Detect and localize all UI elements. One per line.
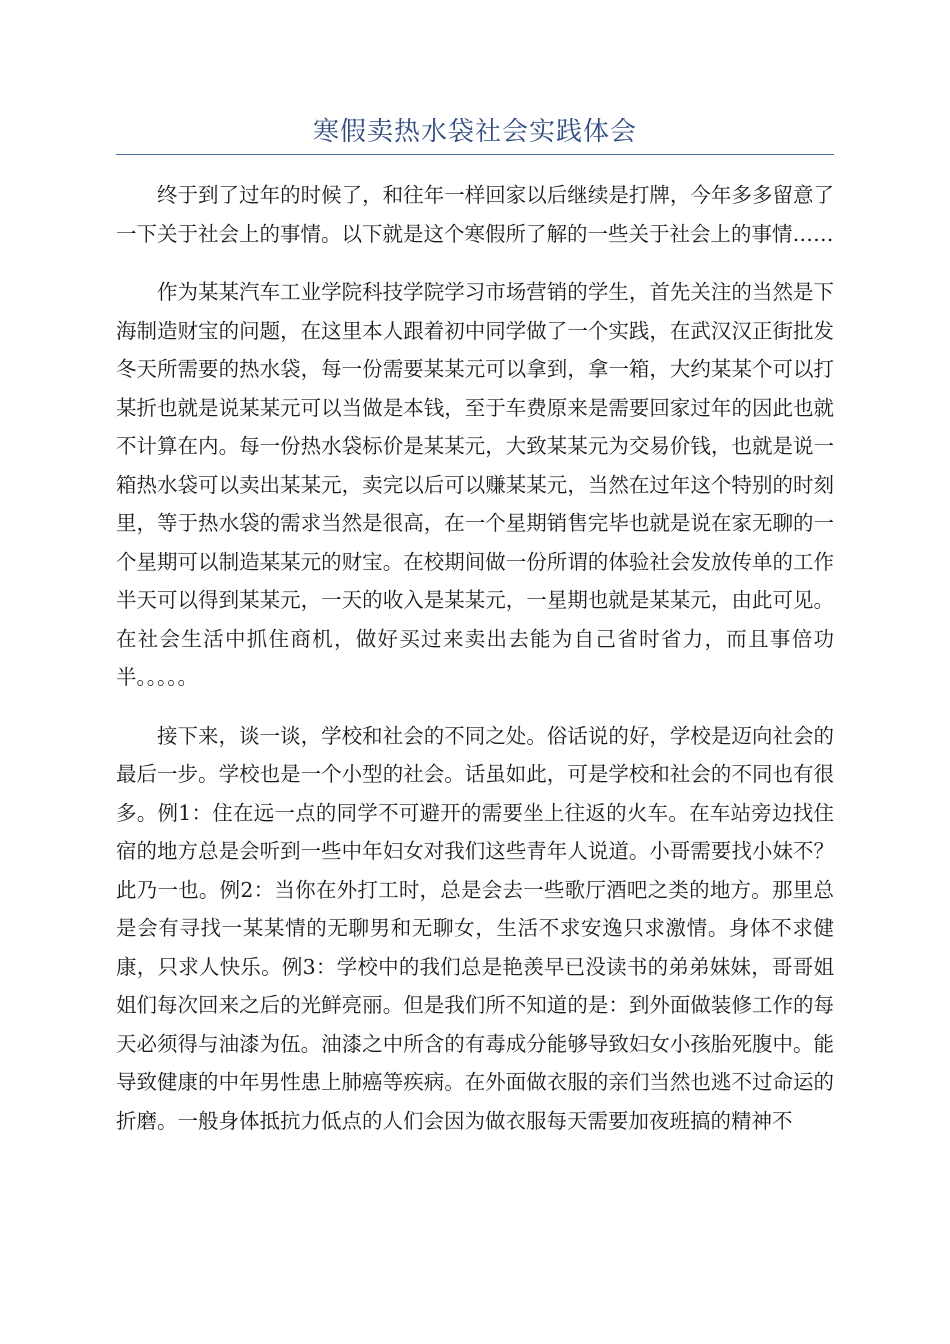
title-underline <box>116 154 834 155</box>
body-text <box>116 176 834 1160</box>
page-title: 寒假卖热水袋社会实践体会 <box>312 117 637 147</box>
paragraph-1: 终于到了过年的时候了，和往年一样回家以后继续是打牌，今年多多留意了一下关于社会上的事情。以下就是这个寒假所了解的一些关于社会上的事情…… <box>116 183 834 246</box>
paragraph-3: 接下来，谈一谈，学校和社会的不同之处。俗话说的好，学校是迈向社会的最后一步。学校也是一个小型的社会。话虽如此，可是学校和社会的不同也有很多。例1：住在远一点的同学不可避开的需要坐上往返的火车。在车站旁边找住宿的地方总是会听到一些中年妇女对我们这些青年人说道。小哥需要找小妹不？此乃一也。例2：当你在外打工时，总是会去一些歌厅酒吧之类的地方。那里总是会有寻找一某某情的无聊男和无聊女，生活不求安逸只求激情。身体不求健康，只求人快乐。例3：学校中的我们总是艳羡早已没读书的弟弟妹妹，哥哥姐姐们每次回来之后的光鲜亮丽。但是我们所不知道的是：到外面做装修工作的每天必须得与油漆为伍。油漆之中所含的有毒成分能够导致妇女小孩胎死腹中。能导致健康的中年男性患上肺癌等疾病。在外面做衣服的亲们当然也逃不过命运的折磨。一般身体抵抗力低点的人们会因为做衣服每天需要加夜班搞的精神不 <box>116 723 834 1133</box>
paragraph-2: 作为某某汽车工业学院科技学院学习市场营销的学生，首先关注的当然是下海制造财宝的问题，在这里本人跟着初中同学做了一个实践，在武汉汉正街批发冬天所需要的热水袋，每一份需要某某元可以拿到，拿一箱，大约某某个可以打某折也就是说某某元可以当做是本钱，至于车费原来是需要回家过年的因此也就不计算在内。每一份热水袋标价是某某元，大致某某元为交易价钱，也就是说一箱热水袋可以卖出某某元，卖完以后可以赚某某元，当然在过年这个特别的时刻里，等于热水袋的需求当然是很高，在一个星期销售完毕也就是说在家无聊的一个星期可以制造某某元的财宝。在校期间做一份所谓的体验社会发放传单的工作半天可以得到某某元，一天的收入是某某元，一星期也就是某某元，由此可见。在社会生活中抓住商机，做好买过来卖出去能为自己省时省力，而且事倍功半。。。。。 <box>116 280 834 689</box>
